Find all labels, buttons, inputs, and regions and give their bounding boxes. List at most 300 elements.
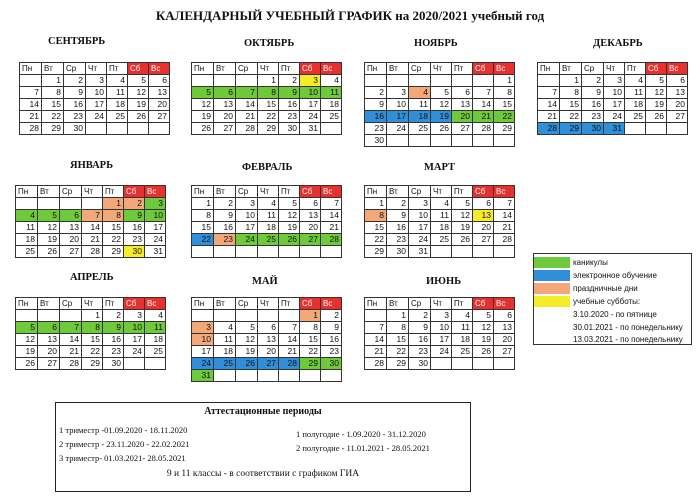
day-cell: 5 bbox=[128, 75, 149, 87]
day-cell bbox=[473, 135, 494, 147]
week-row bbox=[538, 75, 688, 87]
day-cell: 31 bbox=[604, 123, 625, 135]
week-row bbox=[16, 222, 166, 234]
attestation-title: Аттестационные периоды bbox=[204, 406, 322, 417]
day-cell: 14 bbox=[20, 99, 42, 111]
week-row bbox=[538, 111, 688, 123]
day-cell bbox=[365, 310, 387, 322]
day-cell: 22 bbox=[42, 111, 64, 123]
day-cell: 22 bbox=[258, 111, 279, 123]
day-cell: 1 bbox=[560, 75, 582, 87]
day-cell: 1 bbox=[82, 310, 103, 322]
day-cell: 21 bbox=[236, 111, 258, 123]
day-cell: 21 bbox=[279, 346, 300, 358]
month-name: МАЙ bbox=[252, 276, 278, 287]
week-row bbox=[192, 370, 342, 382]
day-cell: 5 bbox=[192, 87, 214, 99]
day-cell: 26 bbox=[279, 234, 300, 246]
day-cell: 24 bbox=[387, 123, 409, 135]
weekday-header: Чт bbox=[431, 186, 452, 198]
week-row bbox=[365, 210, 515, 222]
weekday-header: Сб bbox=[300, 298, 321, 310]
weekday-header: Пн bbox=[365, 186, 387, 198]
day-cell: 4 bbox=[452, 310, 473, 322]
trimester-3: 3 триместр- 01.03.2021- 28.05.2021 bbox=[59, 453, 186, 463]
legend-swatch bbox=[534, 296, 570, 307]
day-cell: 12 bbox=[452, 210, 473, 222]
day-cell: 25 bbox=[431, 234, 452, 246]
day-cell: 24 bbox=[604, 111, 625, 123]
day-cell: 15 bbox=[103, 222, 124, 234]
day-cell: 9 bbox=[409, 322, 431, 334]
weekday-header: Ср bbox=[60, 186, 82, 198]
day-cell: 25 bbox=[321, 111, 342, 123]
weekday-header: Ср bbox=[409, 298, 431, 310]
day-cell bbox=[16, 198, 38, 210]
weekday-header: Вс bbox=[321, 186, 342, 198]
weekday-header: Ср bbox=[236, 186, 258, 198]
day-cell: 8 bbox=[560, 87, 582, 99]
day-cell: 12 bbox=[279, 210, 300, 222]
weekday-header: Вс bbox=[149, 63, 170, 75]
day-cell bbox=[214, 75, 236, 87]
week-row bbox=[365, 310, 515, 322]
weekday-header: Чт bbox=[258, 298, 279, 310]
weekday-header: Вс bbox=[494, 63, 515, 75]
day-cell: 12 bbox=[38, 222, 60, 234]
week-row bbox=[365, 198, 515, 210]
day-cell bbox=[473, 246, 494, 258]
day-cell: 11 bbox=[452, 322, 473, 334]
day-cell: 6 bbox=[214, 87, 236, 99]
day-cell: 26 bbox=[431, 123, 452, 135]
day-cell: 27 bbox=[452, 123, 473, 135]
weekday-header: Пн bbox=[20, 63, 42, 75]
day-cell: 2 bbox=[365, 87, 387, 99]
day-cell: 17 bbox=[300, 99, 321, 111]
weekday-header: Пн bbox=[365, 63, 387, 75]
day-cell bbox=[452, 246, 473, 258]
month-7-calendar bbox=[364, 185, 515, 258]
day-cell: 3 bbox=[431, 310, 452, 322]
week-row bbox=[192, 222, 342, 234]
day-cell: 28 bbox=[236, 123, 258, 135]
day-cell bbox=[192, 75, 214, 87]
day-cell: 18 bbox=[107, 99, 128, 111]
day-cell: 14 bbox=[279, 334, 300, 346]
day-cell: 28 bbox=[538, 123, 560, 135]
day-cell bbox=[214, 310, 236, 322]
day-cell: 12 bbox=[431, 99, 452, 111]
day-cell: 4 bbox=[321, 75, 342, 87]
week-row bbox=[192, 246, 342, 258]
weekday-header: Ср bbox=[409, 63, 431, 75]
day-cell: 24 bbox=[300, 111, 321, 123]
day-cell: 30 bbox=[365, 135, 387, 147]
day-cell: 6 bbox=[667, 75, 688, 87]
week-row bbox=[365, 87, 515, 99]
day-cell: 22 bbox=[494, 111, 515, 123]
day-cell: 2 bbox=[387, 198, 409, 210]
day-cell: 29 bbox=[560, 123, 582, 135]
month-5-calendar bbox=[15, 185, 166, 258]
weekday-header: Вс bbox=[494, 186, 515, 198]
week-row bbox=[16, 246, 166, 258]
week-row bbox=[16, 322, 166, 334]
day-cell: 3 bbox=[236, 198, 258, 210]
day-cell: 15 bbox=[192, 222, 214, 234]
day-cell: 21 bbox=[82, 234, 103, 246]
month-1-calendar bbox=[19, 62, 170, 135]
weekday-header: Вт bbox=[38, 298, 60, 310]
day-cell: 4 bbox=[145, 310, 166, 322]
week-row bbox=[16, 210, 166, 222]
day-cell: 7 bbox=[494, 198, 515, 210]
week-row bbox=[20, 111, 170, 123]
weekday-header: Чт bbox=[86, 63, 107, 75]
day-cell: 24 bbox=[86, 111, 107, 123]
legend-label: электронное обучение bbox=[573, 271, 657, 280]
weekday-header: Пт bbox=[107, 63, 128, 75]
weekday-header: Вс bbox=[145, 298, 166, 310]
day-cell: 2 bbox=[103, 310, 124, 322]
day-cell: 13 bbox=[38, 334, 60, 346]
day-cell: 17 bbox=[145, 222, 166, 234]
day-cell bbox=[300, 370, 321, 382]
day-cell: 5 bbox=[16, 322, 38, 334]
day-cell: 20 bbox=[494, 334, 515, 346]
day-cell: 7 bbox=[82, 210, 103, 222]
page-title: КАЛЕНДАРНЫЙ УЧЕБНЫЙ ГРАФИК на 2020/2021 учебный год bbox=[155, 8, 545, 23]
day-cell: 27 bbox=[667, 111, 688, 123]
day-cell: 6 bbox=[149, 75, 170, 87]
day-cell: 26 bbox=[473, 346, 494, 358]
day-cell: 23 bbox=[214, 234, 236, 246]
day-cell: 16 bbox=[214, 222, 236, 234]
day-cell: 27 bbox=[214, 123, 236, 135]
day-cell bbox=[538, 75, 560, 87]
day-cell: 24 bbox=[431, 346, 452, 358]
day-cell: 19 bbox=[128, 99, 149, 111]
day-cell: 1 bbox=[300, 310, 321, 322]
day-cell: 3 bbox=[409, 198, 431, 210]
day-cell: 3 bbox=[145, 198, 166, 210]
day-cell bbox=[236, 75, 258, 87]
day-cell: 21 bbox=[365, 346, 387, 358]
day-cell: 21 bbox=[321, 222, 342, 234]
day-cell: 6 bbox=[473, 198, 494, 210]
day-cell: 2 bbox=[214, 198, 236, 210]
legend-item-holidays bbox=[534, 257, 691, 268]
day-cell: 26 bbox=[192, 123, 214, 135]
day-cell: 17 bbox=[236, 222, 258, 234]
day-cell: 24 bbox=[409, 234, 431, 246]
day-cell: 14 bbox=[321, 210, 342, 222]
day-cell: 2 bbox=[582, 75, 604, 87]
day-cell: 25 bbox=[214, 358, 236, 370]
day-cell: 9 bbox=[279, 87, 300, 99]
week-row bbox=[192, 334, 342, 346]
week-row bbox=[20, 87, 170, 99]
weekday-header: Вт bbox=[42, 63, 64, 75]
day-cell: 8 bbox=[258, 87, 279, 99]
day-cell: 8 bbox=[494, 87, 515, 99]
day-cell: 20 bbox=[300, 222, 321, 234]
day-cell: 22 bbox=[560, 111, 582, 123]
weekday-header: Пн bbox=[16, 298, 38, 310]
day-cell: 6 bbox=[38, 322, 60, 334]
month-4-calendar bbox=[537, 62, 688, 135]
week-row bbox=[365, 111, 515, 123]
day-cell: 26 bbox=[16, 358, 38, 370]
day-cell bbox=[494, 135, 515, 147]
day-cell: 13 bbox=[300, 210, 321, 222]
day-cell: 15 bbox=[560, 99, 582, 111]
day-cell bbox=[145, 358, 166, 370]
day-cell: 3 bbox=[124, 310, 145, 322]
day-cell bbox=[192, 246, 214, 258]
day-cell: 14 bbox=[82, 222, 103, 234]
day-cell: 9 bbox=[365, 99, 387, 111]
day-cell: 10 bbox=[145, 210, 166, 222]
day-cell bbox=[431, 246, 452, 258]
day-cell: 19 bbox=[431, 111, 452, 123]
day-cell: 1 bbox=[103, 198, 124, 210]
legend bbox=[533, 253, 692, 345]
weekday-header: Сб bbox=[473, 298, 494, 310]
day-cell: 22 bbox=[387, 346, 409, 358]
day-cell: 16 bbox=[103, 334, 124, 346]
day-cell: 18 bbox=[258, 222, 279, 234]
week-row bbox=[365, 99, 515, 111]
legend-note: 3.10.2020 - по пятнице bbox=[573, 310, 657, 319]
weekday-header: Сб bbox=[300, 186, 321, 198]
day-cell: 1 bbox=[42, 75, 64, 87]
day-cell bbox=[258, 370, 279, 382]
day-cell: 1 bbox=[258, 75, 279, 87]
day-cell: 26 bbox=[452, 234, 473, 246]
day-cell bbox=[124, 358, 145, 370]
weekday-header: Чт bbox=[258, 63, 279, 75]
day-cell: 15 bbox=[494, 99, 515, 111]
day-cell: 29 bbox=[300, 358, 321, 370]
day-cell: 14 bbox=[365, 334, 387, 346]
day-cell: 30 bbox=[124, 246, 145, 258]
day-cell: 15 bbox=[82, 334, 103, 346]
week-row bbox=[192, 346, 342, 358]
day-cell: 23 bbox=[321, 346, 342, 358]
day-cell: 7 bbox=[279, 322, 300, 334]
month-name: НОЯБРЬ bbox=[414, 38, 458, 49]
day-cell: 16 bbox=[387, 222, 409, 234]
day-cell: 21 bbox=[473, 111, 494, 123]
day-cell: 5 bbox=[452, 198, 473, 210]
day-cell: 31 bbox=[145, 246, 166, 258]
day-cell: 18 bbox=[625, 99, 646, 111]
weekday-header: Пн bbox=[538, 63, 560, 75]
day-cell: 29 bbox=[42, 123, 64, 135]
week-row bbox=[365, 246, 515, 258]
legend-item-public-holidays bbox=[534, 283, 691, 294]
day-cell: 8 bbox=[192, 210, 214, 222]
day-cell: 2 bbox=[321, 310, 342, 322]
week-row bbox=[538, 99, 688, 111]
day-cell bbox=[494, 358, 515, 370]
day-cell: 12 bbox=[646, 87, 667, 99]
day-cell: 4 bbox=[409, 87, 431, 99]
day-cell bbox=[214, 246, 236, 258]
weekday-header: Ср bbox=[236, 63, 258, 75]
day-cell: 17 bbox=[604, 99, 625, 111]
day-cell: 5 bbox=[473, 310, 494, 322]
attestation-footer: 9 и 11 классы - в соответствии с графиком ГИА bbox=[166, 469, 360, 479]
day-cell bbox=[107, 123, 128, 135]
day-cell bbox=[258, 310, 279, 322]
day-cell bbox=[258, 246, 279, 258]
week-row bbox=[365, 322, 515, 334]
attestation-box bbox=[55, 402, 471, 492]
month-name: ИЮНЬ bbox=[426, 276, 462, 287]
day-cell: 21 bbox=[20, 111, 42, 123]
day-cell: 27 bbox=[60, 246, 82, 258]
weekday-header: Пн bbox=[16, 186, 38, 198]
day-cell: 28 bbox=[279, 358, 300, 370]
day-cell: 19 bbox=[646, 99, 667, 111]
week-row bbox=[192, 198, 342, 210]
weekday-header: Сб bbox=[473, 186, 494, 198]
day-cell: 20 bbox=[60, 234, 82, 246]
day-cell: 5 bbox=[279, 198, 300, 210]
day-cell: 20 bbox=[258, 346, 279, 358]
day-cell: 18 bbox=[214, 346, 236, 358]
day-cell bbox=[192, 310, 214, 322]
day-cell: 1 bbox=[365, 198, 387, 210]
day-cell: 26 bbox=[38, 246, 60, 258]
week-row bbox=[365, 135, 515, 147]
weekday-header: Пн bbox=[192, 186, 214, 198]
day-cell: 18 bbox=[145, 334, 166, 346]
weekday-header: Сб bbox=[124, 186, 145, 198]
day-cell bbox=[321, 246, 342, 258]
weekday-header: Пт bbox=[279, 186, 300, 198]
weekday-header: Вт bbox=[214, 63, 236, 75]
day-cell bbox=[387, 75, 409, 87]
day-cell bbox=[625, 123, 646, 135]
day-cell: 12 bbox=[16, 334, 38, 346]
week-row bbox=[16, 234, 166, 246]
day-cell: 30 bbox=[582, 123, 604, 135]
legend-item-online bbox=[534, 270, 691, 281]
day-cell bbox=[431, 135, 452, 147]
day-cell bbox=[38, 310, 60, 322]
day-cell: 30 bbox=[387, 246, 409, 258]
day-cell: 11 bbox=[409, 99, 431, 111]
weekday-header: Пт bbox=[452, 186, 473, 198]
day-cell: 3 bbox=[192, 322, 214, 334]
day-cell: 16 bbox=[365, 111, 387, 123]
weekday-header: Вт bbox=[387, 298, 409, 310]
day-cell: 28 bbox=[20, 123, 42, 135]
day-cell: 8 bbox=[300, 322, 321, 334]
day-cell: 8 bbox=[82, 322, 103, 334]
day-cell bbox=[452, 75, 473, 87]
legend-item-study-saturdays bbox=[534, 296, 691, 307]
day-cell: 13 bbox=[667, 87, 688, 99]
weekday-header: Вт bbox=[387, 186, 409, 198]
day-cell: 11 bbox=[16, 222, 38, 234]
day-cell: 29 bbox=[103, 246, 124, 258]
day-cell bbox=[431, 358, 452, 370]
day-cell: 1 bbox=[192, 198, 214, 210]
day-cell: 13 bbox=[258, 334, 279, 346]
day-cell: 12 bbox=[192, 99, 214, 111]
day-cell: 24 bbox=[124, 346, 145, 358]
day-cell: 4 bbox=[431, 198, 452, 210]
day-cell bbox=[300, 246, 321, 258]
week-row bbox=[192, 99, 342, 111]
weekday-header: Пн bbox=[192, 298, 214, 310]
week-row bbox=[16, 198, 166, 210]
day-cell: 13 bbox=[214, 99, 236, 111]
day-cell: 11 bbox=[145, 322, 166, 334]
day-cell: 19 bbox=[473, 334, 494, 346]
day-cell: 14 bbox=[473, 99, 494, 111]
month-10-calendar bbox=[364, 297, 515, 370]
month-name: СЕНТЯБРЬ bbox=[48, 36, 106, 47]
day-cell: 16 bbox=[64, 99, 86, 111]
day-cell: 20 bbox=[38, 346, 60, 358]
weekday-header: Ср bbox=[582, 63, 604, 75]
day-cell bbox=[60, 198, 82, 210]
week-row bbox=[20, 75, 170, 87]
day-cell bbox=[452, 135, 473, 147]
day-cell: 8 bbox=[42, 87, 64, 99]
week-row bbox=[365, 234, 515, 246]
day-cell: 17 bbox=[431, 334, 452, 346]
week-row bbox=[16, 346, 166, 358]
weekday-header: Вт bbox=[38, 186, 60, 198]
day-cell: 28 bbox=[473, 123, 494, 135]
day-cell: 11 bbox=[258, 210, 279, 222]
day-cell: 7 bbox=[236, 87, 258, 99]
day-cell: 23 bbox=[103, 346, 124, 358]
day-cell: 21 bbox=[60, 346, 82, 358]
day-cell: 13 bbox=[473, 210, 494, 222]
day-cell: 24 bbox=[145, 234, 166, 246]
day-cell: 29 bbox=[82, 358, 103, 370]
day-cell: 4 bbox=[258, 198, 279, 210]
weekday-header: Сб bbox=[646, 63, 667, 75]
weekday-header: Сб bbox=[128, 63, 149, 75]
day-cell bbox=[60, 310, 82, 322]
day-cell: 7 bbox=[538, 87, 560, 99]
day-cell: 3 bbox=[86, 75, 107, 87]
weekday-header: Вс bbox=[145, 186, 166, 198]
day-cell: 8 bbox=[365, 210, 387, 222]
day-cell: 13 bbox=[452, 99, 473, 111]
day-cell: 14 bbox=[60, 334, 82, 346]
day-cell bbox=[473, 75, 494, 87]
day-cell bbox=[16, 310, 38, 322]
day-cell: 27 bbox=[38, 358, 60, 370]
day-cell: 16 bbox=[321, 334, 342, 346]
weekday-header: Вт bbox=[214, 186, 236, 198]
day-cell: 7 bbox=[20, 87, 42, 99]
day-cell: 11 bbox=[321, 87, 342, 99]
day-cell: 16 bbox=[279, 99, 300, 111]
month-8-calendar bbox=[15, 297, 166, 370]
day-cell: 15 bbox=[300, 334, 321, 346]
